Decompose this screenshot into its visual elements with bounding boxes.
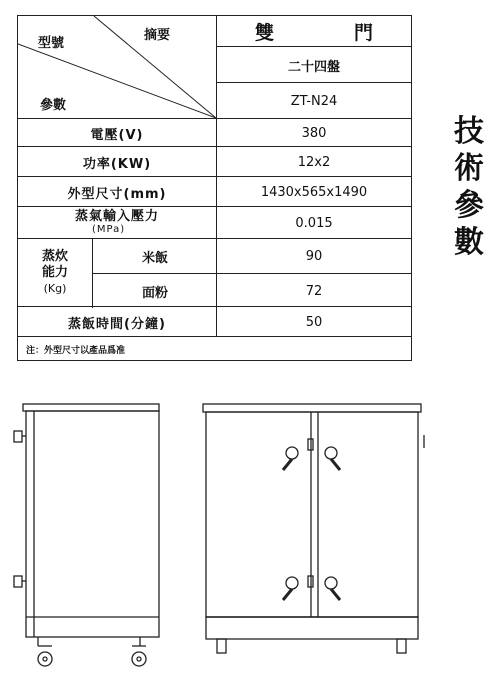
rice-value: 90 [216, 239, 411, 273]
cabinet-drawings [0, 390, 500, 680]
voltage-value: 380 [216, 119, 411, 147]
power-label: 功率(KW) [82, 156, 152, 172]
model-label: 型號 [38, 36, 65, 51]
capacity-label-line1: 蒸炊 [41, 249, 68, 264]
param-label: 參數 [40, 98, 67, 113]
note-text: 注：外型尺寸以產品爲准 [26, 345, 126, 356]
door-left-char: 雙 [255, 22, 275, 44]
side-title-char: 數 [454, 225, 484, 260]
steam-time-row [18, 306, 411, 337]
model-value: ZT-N24 [216, 83, 411, 119]
size-label: 外型尺寸(mm) [67, 186, 167, 202]
spec-row [18, 146, 411, 177]
side-title [449, 113, 489, 261]
capacity-unit: (Kg) [43, 282, 67, 295]
door-handle-icon [286, 577, 298, 589]
hinge-icon [14, 576, 22, 587]
side-title-char: 參 [454, 188, 484, 223]
summary-label: 摘要 [144, 28, 171, 43]
caster-wheel-icon [38, 652, 52, 666]
header-corner-cell [18, 16, 216, 118]
power-value: 12x2 [216, 147, 411, 177]
side-title-char: 術 [454, 151, 484, 186]
door-handle-icon [286, 447, 298, 459]
spec-table [17, 15, 412, 361]
cabinet-foot [217, 639, 226, 653]
steam-pressure-unit: (MPa) [92, 224, 126, 235]
caster-wheel-icon [132, 652, 146, 666]
voltage-label: 電壓(V) [90, 127, 144, 143]
flour-label: 面粉 [92, 273, 217, 308]
cabinet-foot [397, 639, 406, 653]
trays-row [216, 46, 411, 83]
capacity-label-cell [18, 239, 92, 307]
capacity-label-line2: 能力 [41, 265, 68, 280]
spec-row [18, 176, 411, 207]
steam-time-value: 50 [216, 307, 411, 337]
note-row [18, 336, 411, 361]
capacity-block [18, 238, 411, 307]
hinge-icon [14, 431, 22, 442]
door-handle-icon [325, 577, 337, 589]
spec-row [18, 118, 411, 147]
door-right-char: 門 [353, 22, 373, 44]
trays-value: 二十四盤 [216, 47, 411, 83]
front-view-drawing [203, 404, 424, 653]
steam-pressure-label: 蒸氣輸入壓力 [74, 209, 159, 224]
rice-label: 米飯 [92, 239, 217, 273]
size-value: 1430x565x1490 [216, 177, 411, 207]
side-title-char: 技 [454, 114, 484, 149]
side-view-drawing [14, 404, 159, 666]
steam-pressure-label-cell [18, 207, 216, 239]
flour-value: 72 [216, 273, 411, 308]
header-door-cell [216, 16, 411, 46]
model-row [216, 82, 411, 119]
door-handle-icon [325, 447, 337, 459]
steam-pressure-value: 0.015 [216, 207, 411, 239]
steam-time-label: 蒸飯時間(分鐘) [68, 316, 166, 332]
spec-row [18, 206, 411, 239]
